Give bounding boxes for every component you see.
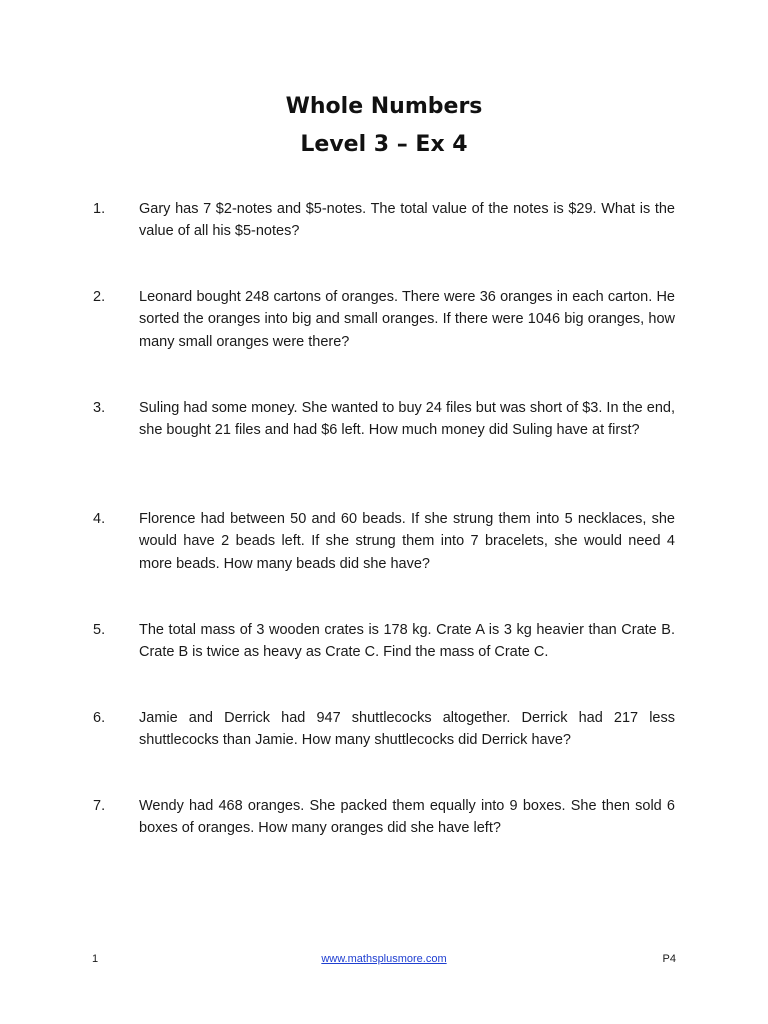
question-number: 2. xyxy=(93,289,106,305)
question-text: Wendy had 468 oranges. She packed them equally into 9 boxes. She then sold 6 boxes of oranges. How many oranges did she have left? xyxy=(139,798,675,837)
website-link[interactable]: www.mathsplusmore.com xyxy=(321,953,447,965)
question-text: Florence had between 50 and 60 beads. If she strung them into 5 necklaces, she would have 2 beads left. If she strung them into 7 bracelets, she would need 4 more beads. How many beads did she have? xyxy=(139,511,675,572)
question-number: 4. xyxy=(93,511,106,527)
question-text: Jamie and Derrick had 947 shuttlecocks altogether. Derrick had 217 less shuttlecocks than Jamie. How many shuttlecocks did Derrick have? xyxy=(139,710,675,749)
question-number: 5. xyxy=(93,622,106,638)
question-text: Suling had some money. She wanted to buy 24 files but was short of $3. In the end, she bought 21 files and had $6 left. How much money did Suling have at first? xyxy=(139,400,675,439)
question-text: Leonard bought 248 cartons of oranges. There were 36 oranges in each carton. He sorted the oranges into big and small oranges. If there were 1046 big oranges, how many small oranges were there? xyxy=(139,289,675,350)
question-number: 3. xyxy=(93,400,106,416)
document-header xyxy=(0,88,768,164)
question-number: 7. xyxy=(93,798,106,814)
exercise-level: Level 3 – Ex 4 xyxy=(300,132,468,157)
question-number: 1. xyxy=(93,201,106,217)
question-text: The total mass of 3 wooden crates is 178 kg. Crate A is 3 kg heavier than Crate B. Crate B is twice as heavy as Crate C. Find the mass of Crate C. xyxy=(139,622,675,661)
footer-page-number: 1 xyxy=(92,953,99,965)
page-footer xyxy=(0,950,768,968)
footer-grade-code: P4 xyxy=(662,953,676,965)
document-title: Whole Numbers xyxy=(285,94,483,119)
question-text: Gary has 7 $2-notes and $5-notes. The total value of the notes is $29. What is the value of all his $5-notes? xyxy=(139,201,675,240)
question-number: 6. xyxy=(93,710,106,726)
